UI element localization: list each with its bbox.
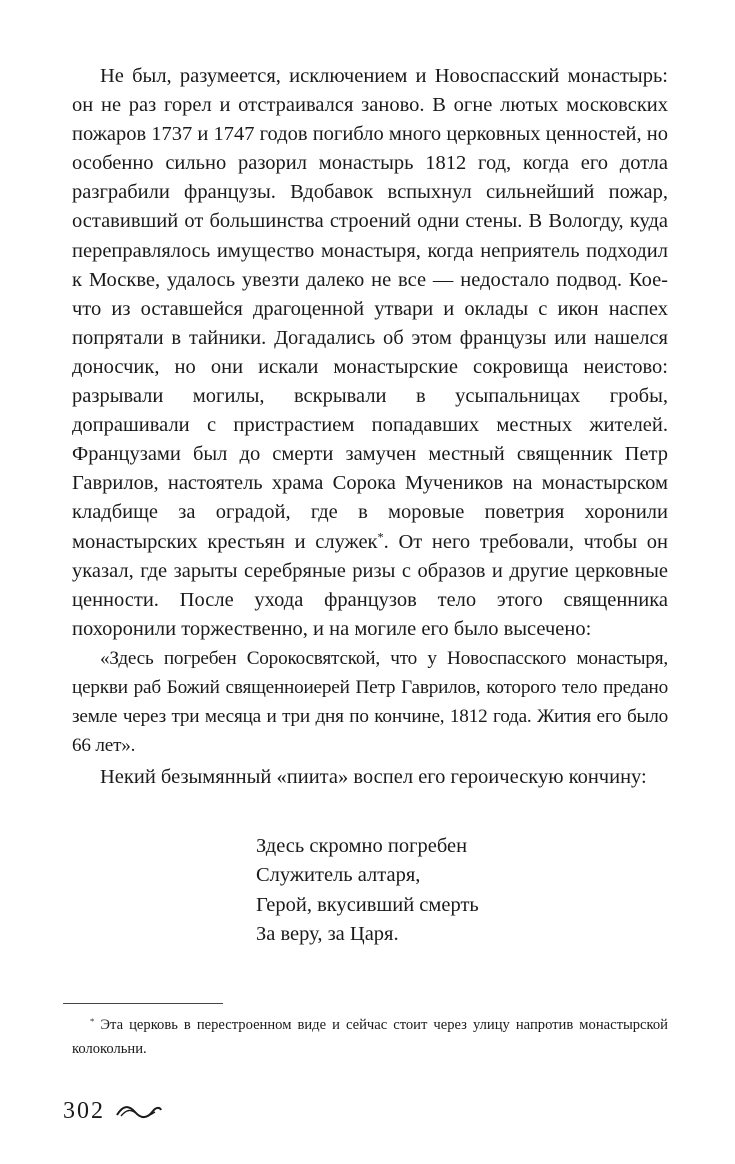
poem-line: Здесь скромно погребен bbox=[256, 835, 468, 858]
paragraph-1-text: Не был, разумеется, исключением и Новоспасский монастырь: он не раз горел и отстраивался заново. В огне лютых московских пожаров 1737 и 1747 годов погибло много церковных ценностей, но особенно сильно разорил монастырь 1812 год, когда его дотла разграбили французы. Вдобавок вспыхнул сильнейший пожар, оставивший от большинства строений одни стены. В Вологду, куда переправлялось имущество монастыря, когда неприятель подходил к Москве, удалось увезти далеко не все — недостало подвод. Кое-что из оставшейся драгоценной утвари и оклады с икон наспех попрятали в тайники. Догадались об этом французы или нашелся доносчик, но они искали монастырские сокровища неистово: разрывали могилы, вскрывали в усыпальницах гробы, допрашивали с пристрастием попадавших местных жителей. Французами был до смерти замучен местный священник Петр Гаврилов, настоятель храма Сорока Мучеников на монастырском кладбище за оградой, где в моровые поветрия хоронили монастырских крестьян и служек bbox=[72, 65, 668, 553]
page-footer bbox=[63, 1098, 163, 1125]
poem-line: Герой, вкусивший смерть bbox=[256, 893, 479, 916]
poem-line: Служитель алтаря, bbox=[256, 864, 421, 887]
poem-line: За веру, за Царя. bbox=[256, 922, 399, 945]
page-number: 302 bbox=[63, 1098, 105, 1124]
footnote-marker: * bbox=[90, 1016, 95, 1027]
paragraph-2: Некий безымянный «пиита» воспел его героическую кончину: bbox=[100, 766, 647, 789]
epitaph-quote: «Здесь погребен Сорокосвятской, что у Новоспасского монастыря, церкви раб Божий священноиерей Петр Гаврилов, которого тело предано земле через три месяца и три дня по кончине, 1812 года. Жития его было 66 лет». bbox=[72, 647, 668, 757]
paragraph-1-end: . От него требовали, чтобы он указал, где зарыты серебряные ризы с образов и другие церковные ценности. После ухода французов тело этого священника похоронили торжественно, и на могиле его было высечено: bbox=[72, 530, 668, 640]
footnote-text: Эта церковь в перестроенном виде и сейчас стоит через улицу напротив монастырской колокольни. bbox=[72, 1017, 668, 1057]
footnote-reference: * bbox=[377, 529, 384, 544]
poem bbox=[256, 832, 668, 948]
wave-ornament-icon bbox=[115, 1103, 163, 1121]
page-body bbox=[72, 62, 668, 949]
footnote bbox=[72, 1013, 668, 1061]
footnote-divider bbox=[63, 1003, 223, 1004]
paragraph-1 bbox=[72, 62, 668, 644]
